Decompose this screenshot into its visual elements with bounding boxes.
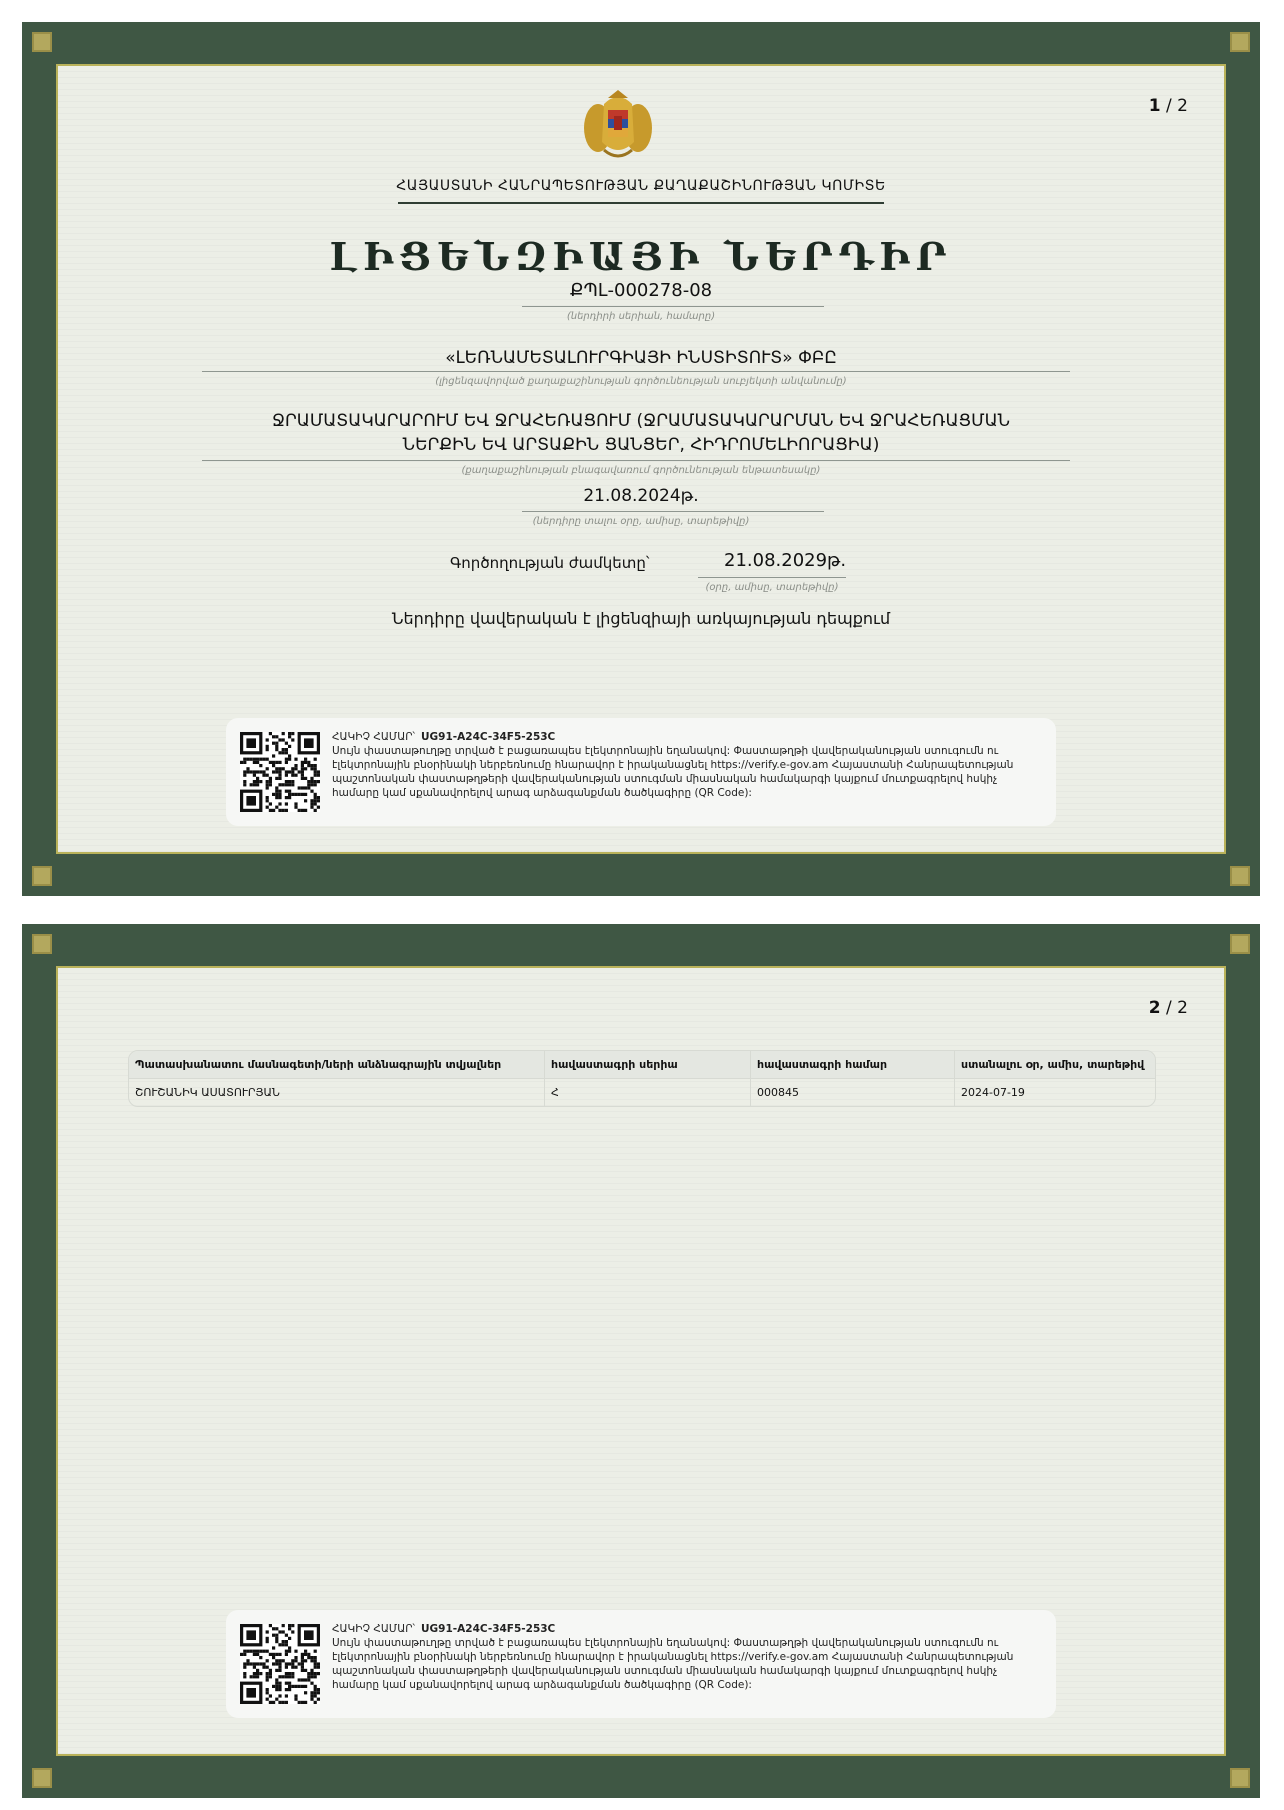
coat-of-arms-icon <box>578 86 658 166</box>
column-header: հավաստագրի համար <box>751 1051 955 1078</box>
activity-hint: (քաղաքաշինության բնագավառում գործունեության ենթատեսակը) <box>461 465 821 476</box>
column-header: ստանալու օր, ամիս, տարեթիվ <box>961 1058 1145 1071</box>
page-number: 1 / 2 <box>1148 96 1188 116</box>
corner-ornament <box>32 934 52 954</box>
page-number: 2 / 2 <box>1148 998 1188 1018</box>
table-cell: 2024-07-19 <box>961 1086 1025 1099</box>
qr-code-icon[interactable] <box>240 732 320 812</box>
license-page-2 <box>22 924 1260 1798</box>
verification-label: ՀԱԿԻՉ ՀԱՄԱՐ՝ <box>332 1623 416 1635</box>
verification-code: UG91-A24C-34F5-253C <box>421 731 556 743</box>
verification-description: Սույն փաստաթուղթը տրված է բացառապես էլեկտրոնային եղանակով: Փաստաթղթի վավերականության ստուգումն ու էլեկտրոնային բնօրինակի ներբեռնումը հնարավոր է իրականացնել https://verify.e-gov.am Հայաստանի Հանրապետության պաշտոնական փաստաթղթերի վավերականության ստուգման միասնական համակարգի կայքում մուտքագրելով հսկիչ համարը կամ սքանավորելով արագ արձագանքման ծածկագիրը (QR Code): <box>332 745 1014 799</box>
corner-ornament <box>32 1768 52 1788</box>
verification-text <box>332 1622 1026 1692</box>
corner-ornament <box>1230 32 1250 52</box>
verification-label: ՀԱԿԻՉ ՀԱՄԱՐ՝ <box>332 731 416 743</box>
table-cell: 000845 <box>751 1079 955 1106</box>
column-header: Պատասխանատու մասնագետի/ների անձնագրային տվյալներ <box>129 1051 545 1078</box>
qr-code-icon[interactable] <box>240 1624 320 1704</box>
activity-type: ՋՐԱՄԱՏԱԿԱՐԱՐՈՒՄ ԵՎ ՋՐԱՀԵՌԱՑՈՒՄ (ՋՐԱՄԱՏԱԿԱՐԱՐՄԱՆ ԵՎ ՋՐԱՀԵՌԱՑՄԱՆ ՆԵՐՔԻՆ ԵՎ ԱՐՏԱՔԻՆ ՑԱՆՑԵՐ, ՀԻԴՐՈՄԵԼԻՈՐԱՑԻԱ) <box>271 411 1011 455</box>
corner-ornament <box>32 32 52 52</box>
document-title: ԼԻՑԵՆԶԻԱՅԻ ՆԵՐԴԻՐ <box>329 234 953 279</box>
organization-name: «ԼԵՌՆԱՄԵՏԱԼՈՒՐԳԻԱՅԻ ԻՆՍՏԻՏՈՒՏ» ՓԲԸ <box>445 348 837 368</box>
table-cell: ՇՈՒՇԱՆԻԿ ԱՍԱՏՈՒՐՅԱՆ <box>129 1079 545 1106</box>
verification-box <box>226 718 1056 826</box>
divider <box>202 371 1070 372</box>
corner-ornament <box>32 866 52 886</box>
divider <box>202 460 1070 461</box>
validity-label: Գործողության ժամկետը՝ <box>450 554 650 572</box>
license-page-1 <box>22 22 1260 896</box>
serial-number: ՔՊԼ-000278-08 <box>569 280 713 301</box>
validity-hint: (օրը, ամիսը, տարեթիվը) <box>705 582 839 593</box>
issue-date: 21.08.2024թ. <box>583 486 699 506</box>
validity-note: Ներդիրը վավերական է լիցենզիայի առկայության դեպքում <box>391 609 891 628</box>
divider <box>522 511 824 512</box>
document-body <box>56 966 1226 1756</box>
organization-hint: (լիցենզավորված քաղաքաշինության գործունեության սուբյեկտի անվանումը) <box>435 376 847 387</box>
divider <box>698 577 846 578</box>
corner-ornament <box>1230 934 1250 954</box>
serial-hint: (ներդիրի սերիան, համարը) <box>566 311 716 322</box>
issue-date-hint: (ներդիրը տալու օրը, ամիսը, տարեթիվը) <box>532 516 750 527</box>
validity-date: 21.08.2029թ. <box>724 550 847 571</box>
table-cell: Հ <box>545 1079 751 1106</box>
corner-ornament <box>1230 1768 1250 1788</box>
verification-description: Սույն փաստաթուղթը տրված է բացառապես էլեկտրոնային եղանակով: Փաստաթղթի վավերականության ստուգումն ու էլեկտրոնային բնօրինակի ներբեռնումը հնարավոր է իրականացնել https://verify.e-gov.am Հայաստանի Հանրապետության պաշտոնական փաստաթղթերի վավերականության ստուգման միասնական համակարգի կայքում մուտքագրելով հսկիչ համարը կամ սքանավորելով արագ արձագանքման ծածկագիրը (QR Code): <box>332 1637 1014 1691</box>
column-header: հավաստագրի սերիա <box>545 1051 751 1078</box>
divider <box>522 306 824 307</box>
corner-ornament <box>1230 866 1250 886</box>
divider <box>398 202 884 204</box>
specialists-table <box>128 1050 1156 1107</box>
verification-code: UG91-A24C-34F5-253C <box>421 1623 556 1635</box>
document-body <box>56 64 1226 854</box>
table-header <box>129 1051 1155 1079</box>
issuing-authority: ՀԱՅԱՍՏԱՆԻ ՀԱՆՐԱՊԵՏՈՒԹՅԱՆ ՔԱՂԱՔԱՇԻՆՈՒԹՅԱՆ ԿՈՄԻՏԵ <box>396 178 886 194</box>
table-row <box>129 1079 1155 1106</box>
verification-text <box>332 730 1026 800</box>
verification-box <box>226 1610 1056 1718</box>
